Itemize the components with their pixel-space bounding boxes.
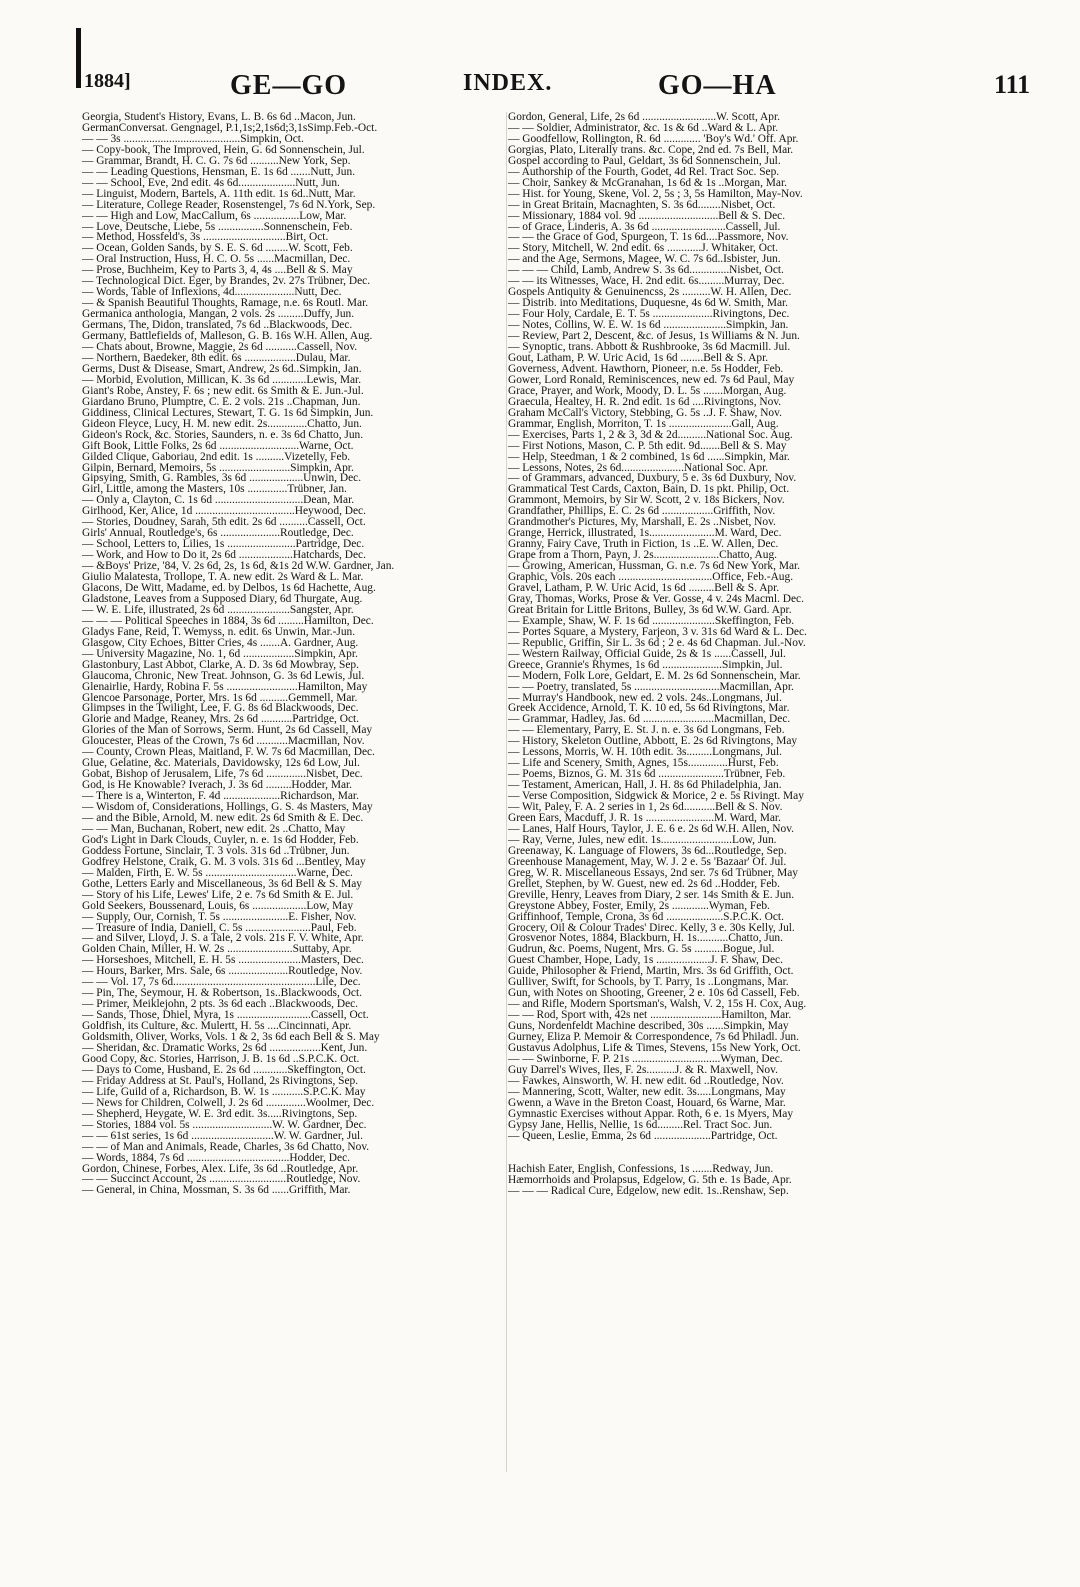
index-entry: — of Grace, Linderis, A. 3s 6d ..........................Cassell, Jul. bbox=[508, 221, 781, 233]
section-gap bbox=[508, 1142, 944, 1164]
index-entry: — Hist. for Young, Skene, Vol. 2, 5s ; 3, 5s Hamilton, May-Nov. bbox=[508, 188, 803, 200]
index-entry: — Help, Steedman, 1 & 2 combined, 1s 6d ......Simpkin, Mar. bbox=[508, 451, 790, 463]
index-entry: Gothe, Letters Early and Miscellaneous, 3s 6d Bell & S. May bbox=[82, 878, 362, 890]
index-entry: — and the Age, Sermons, Magee, W. C. 7s 6d..Isbister, Jun. bbox=[508, 254, 781, 266]
index-entry: — — its Witnesses, Wace, H. 2nd edit. 6s.........Murray, Dec. bbox=[508, 276, 785, 288]
index-entry: Germs, Dust & Disease, Smart, Andrew, 2s 6d..Simpkin, Jan. bbox=[82, 363, 362, 375]
index-entry: — Review, Part 2, Descent, &c. of Jesus, 1s Williams & N. Jun. bbox=[508, 331, 800, 343]
index-entry: Germany, Battlefields of, Malleson, G. B. 16s W.H. Allen, Aug. bbox=[82, 331, 373, 343]
index-entry: Greek Accidence, Arnold, T. K. 10 ed, 5s 6d Rivingtons, Mar. bbox=[508, 703, 790, 715]
index-entry: — — Soldier, Administrator, &c. 1s & 6d ..Ward & L. Apr. bbox=[508, 122, 779, 134]
index-entry: Grellet, Stephen, by W. Guest, new ed. 2s 6d ..Hodder, Feb. bbox=[508, 878, 780, 890]
index-entry: — Grammar, Hadley, Jas. 6d .........................Macmillan, Dec. bbox=[508, 714, 791, 726]
index-entry: Gordon, General, Life, 2s 6d ..........................W. Scott, Apr. bbox=[508, 112, 780, 123]
index-entry: Gilded Clique, Gaboriau, 2nd edit. 1s ..........Vizetelly, Feb. bbox=[82, 451, 351, 463]
index-entry: Gurney, Eliza P. Memoir & Correspondence, 7s 6d Philadl. Jun. bbox=[508, 1032, 799, 1044]
index-entry: Gun, with Notes on Shooting, Greener, 2 e. 10s 6d Cassell, Feb. bbox=[508, 988, 800, 1000]
header-title: INDEX. bbox=[463, 70, 553, 96]
index-entry: — and the Bible, Arnold, M. new edit. 2s 6d Smith & E. Dec. bbox=[82, 813, 364, 824]
index-entry: — Prose, Buchheim, Key to Parts 3, 4, 4s ....Bell & S. May bbox=[82, 265, 353, 277]
index-entry: Georgia, Student's History, Evans, L. B. 6s 6d ..Macon, Jun. bbox=[82, 112, 356, 123]
index-entry: — Murray's Handbook, new ed. 2 vols. 24s..Longmans, Jul. bbox=[508, 692, 782, 704]
index-entry: Graphic, Vols. 20s each .................................Office, Feb.-Aug. bbox=[508, 572, 794, 583]
index-entry: — Four Holy, Cardale, E. T. 5s .....................Rivingtons, Dec. bbox=[508, 309, 790, 321]
index-entry: — Wisdom of, Considerations, Hollings, G. S. 4s Masters, May bbox=[82, 802, 373, 813]
index-entry: — — Succinct Account, 2s ...........................Routledge, Nov. bbox=[82, 1174, 361, 1186]
index-entry: — Ray, Verne, Jules, new edit. 1s.........................Low, Jun. bbox=[508, 834, 777, 846]
index-entry: Gladys Fane, Reid, T. Wemyss, n. edit. 6s Unwin, Mar.-Jun. bbox=[82, 626, 356, 638]
index-entry: Governess, Advent. Hawthorn, Pioneer, n.e. 5s Hodder, Feb. bbox=[508, 363, 784, 375]
index-entry: — — High and Low, MacCallum, 6s ................Low, Mar. bbox=[82, 210, 347, 222]
index-entry: Godfrey Helstone, Craik, G. M. 3 vols. 31s 6d ...Bentley, May bbox=[82, 856, 366, 868]
index-entry: — of Grammars, advanced, Duxbury, 5 e. 3s 6d Duxbury, Nov. bbox=[508, 473, 797, 485]
index-entry: — — 61st series, 1s 6d .............................W. W. Gardner, Jul. bbox=[82, 1130, 364, 1142]
index-entry: — Chats about, Browne, Maggie, 2s 6d ...........Cassell, Nov. bbox=[82, 342, 358, 353]
index-entry: Grammont, Memoirs, by Sir W. Scott, 2 v. 18s Bickers, Nov. bbox=[508, 495, 785, 507]
index-entry: — Sheridan, &c. Dramatic Works, 2s 6d ..................Kent, Jun. bbox=[82, 1043, 368, 1054]
index-entry: Grammatical Test Cards, Caxton, Bain, D. 1s pkt. Philip, Oct. bbox=[508, 484, 790, 496]
index-entry: — — Man, Buchanan, Robert, new edit. 2s ..Chatto, May bbox=[82, 823, 346, 835]
index-entry: — Oral Instruction, Huss, H. C. O. 5s ......Macmillan, Dec. bbox=[82, 254, 351, 266]
index-entry: Graecula, Healtey, H. R. 2nd edit. 1s 6d ....Rivingtons, Nov. bbox=[508, 396, 782, 408]
index-entry: — Work, and How to Do it, 2s 6d ...................Hatchards, Dec. bbox=[82, 550, 366, 562]
index-entry: Graham McCall's Victory, Stebbing, G. 5s ..J. F. Shaw, Nov. bbox=[508, 407, 782, 419]
index-entry: Gymnastic Exercises without Appar. Roth, 6 e. 1s Myers, May bbox=[508, 1108, 794, 1120]
index-entry: — Life and Scenery, Smith, Agnes, 15s..............Hurst, Feb. bbox=[508, 758, 779, 770]
index-entry: — Shepherd, Heygate, W. E. 3rd edit. 3s.....Rivingtons, Sep. bbox=[82, 1108, 358, 1120]
index-entry: — Testament, American, Hall, J. H. 8s 6d Philadelphia, Jan. bbox=[508, 780, 782, 792]
index-entry: Gipsying, Smith, G. Rambles, 3s 6d ...................Unwin, Dec. bbox=[82, 473, 362, 485]
index-entry: — Stories, Doudney, Sarah, 5th edit. 2s 6d ..........Cassell, Oct. bbox=[82, 517, 366, 529]
index-entry: Gustavus Adolphus, Life & Times, Stevens, 15s New York, Oct. bbox=[508, 1043, 801, 1054]
index-entry: Glaucoma, Chronic, New Treat. Johnson, G. 3s 6d Lewis, Jul. bbox=[82, 670, 365, 682]
index-entry: Giardano Bruno, Plumptre, C. E. 2 vols. 21s ..Chapman, Jun. bbox=[82, 396, 361, 408]
index-entry: — Notes, Collins, W. E. W. 1s 6d ......................Simpkin, Jan. bbox=[508, 320, 789, 332]
index-entry: — Horseshoes, Mitchell, E. H. 5s ......................Masters, Dec. bbox=[82, 955, 364, 967]
index-entry: — Words, 1884, 7s 6d ....................................Hodder, Dec. bbox=[82, 1152, 350, 1164]
index-entry: Giant's Robe, Anstey, F. 6s ; new edit. 6s Smith & E. Jun.-Jul. bbox=[82, 385, 364, 397]
index-entry: Goldsmith, Oliver, Works, Vols. 1 & 2, 3s 6d each Bell & S. May bbox=[82, 1032, 380, 1044]
index-entry: Goldfish, its Culture, &c. Mulertt, H. 5s ....Cincinnati, Apr. bbox=[82, 1021, 352, 1033]
index-entry: — & Spanish Beautiful Thoughts, Ramage, n.e. 6s Routl. Mar. bbox=[82, 298, 369, 310]
index-entry: — University Magazine, No. 1, 6d ..................Simpkin, Apr. bbox=[82, 648, 358, 660]
index-entry: Gospel according to Paul, Geldart, 3s 6d Sonnenschein, Jul. bbox=[508, 155, 781, 167]
index-entry: Glories of the Man of Sorrows, Serm. Hunt, 2s 6d Cassell, May bbox=[82, 725, 373, 737]
index-entry: — and Rifle, Modern Sportsman's, Walsh, V. 2, 15s H. Cox, Aug. bbox=[508, 999, 807, 1011]
index-entry: Germanica anthologia, Mangan, 2 vols. 2s .........Duffy, Jun. bbox=[82, 309, 355, 321]
index-entry: — Lanes, Half Hours, Taylor, J. E. 6 e. 2s 6d W.H. Allen, Nov. bbox=[508, 823, 795, 835]
index-entry: — Friday Address at St. Paul's, Holland, 2s Rivingtons, Sep. bbox=[82, 1075, 359, 1087]
index-entry: Gravel, Latham, P. W. Uric Acid, 1s 6d .........Bell & S. Apr. bbox=[508, 582, 780, 594]
index-entry: Guy Darrel's Wives, Iles, F. 2s..........J. & R. Maxwell, Nov. bbox=[508, 1064, 778, 1076]
index-entry: — Grammar, Brandt, H. C. G. 7s 6d ..........New York, Sep. bbox=[82, 155, 351, 167]
index-entry: Gift Book, Little Folks, 2s 6d ............................Warne, Oct. bbox=[82, 440, 354, 452]
index-entry: Grocery, Oil & Colour Trades' Direc. Kelly, 3 e. 30s Kelly, Jul. bbox=[508, 922, 795, 934]
index-entry: Gobat, Bishop of Jerusalem, Life, 7s 6d ..............Nisbet, Dec. bbox=[82, 769, 363, 781]
index-entry: — Primer, Meiklejohn, 2 pts. 3s 6d each ..Blackwoods, Dec. bbox=[82, 999, 359, 1011]
index-entry: Hachish Eater, English, Confessions, 1s .......Redway, Jun. bbox=[508, 1163, 774, 1175]
index-entry: Gloucester, Pleas of the Crown, 7s 6d ...........Macmillan, Nov. bbox=[82, 736, 365, 748]
index-entry: Glencoe Parsonage, Porter, Mrs. 1s 6d ..........Gemmell, Mar. bbox=[82, 692, 358, 704]
index-entry: God, is He Knowable? Iverach, J. 3s 6d .........Hodder, Mar. bbox=[82, 780, 353, 792]
index-column-right bbox=[508, 112, 944, 1472]
index-entry: Green Ears, Macduff, J. R. 1s ........................M. Ward, Mar. bbox=[508, 813, 781, 824]
index-entry: Golden Chain, Miller, H. W. 2s .......................Suttaby, Apr. bbox=[82, 944, 352, 956]
index-entry: Glimpses in the Twilight, Lee, F. G. 8s 6d Blackwoods, Dec. bbox=[82, 703, 359, 715]
index-entry: Grammar, English, Morriton, T. 1s ......................Gall, Aug. bbox=[508, 418, 779, 430]
index-entry: — Method, Hossfeld's, 3s .............................Birt, Oct. bbox=[82, 232, 329, 244]
index-entry: Gypsy Jane, Hellis, Nellie, 1s 6d.........Rel. Tract Soc. Jun. bbox=[508, 1119, 773, 1131]
index-entry: — Distrib. into Meditations, Duquesne, 4s 6d W. Smith, Mar. bbox=[508, 298, 789, 310]
index-entry: — Ocean, Golden Sands, by S. E. S. 6d ........W. Scott, Feb. bbox=[82, 243, 353, 255]
index-entry: — — Elementary, Parry, E. St. J. n. e. 3s 6d Longmans, Feb. bbox=[508, 725, 785, 737]
index-entry: — — — Child, Lamb, Andrew S. 3s 6d..............Nisbet, Oct. bbox=[508, 265, 784, 277]
index-entry: — — the Grace of God, Spurgeon, T. 1s 6d....Passmore, Nov. bbox=[508, 232, 789, 244]
index-entry: GermanConversat. Gengnagel, P.1,1s;2,1s6d;3,1sSimp.Feb.-Oct. bbox=[82, 122, 378, 134]
index-entry: Greece, Grannie's Rhymes, 1s 6d .....................Simpkin, Jul. bbox=[508, 659, 783, 671]
index-entry: — General, in China, Mossman, S. 3s 6d ......Griffith, Mar. bbox=[82, 1185, 351, 1197]
index-entry: — Goodfellow, Rollington, R. 6d ............. 'Boy's Wd.' Off. Apr. bbox=[508, 133, 799, 145]
index-entry: Good Copy, &c. Stories, Harrison, J. B. 1s 6d ..S.P.C.K. Oct. bbox=[82, 1053, 360, 1065]
index-entry: Gold Seekers, Boussenard, Louis, 6s ...................Low, May bbox=[82, 900, 354, 912]
index-entry: — Republic, Griffin, Sir L. 3s 6d ; 2 e. 4s 6d Chapman. Jul.-Nov. bbox=[508, 637, 806, 649]
index-entry: — Stories, 1884 vol. 5s ............................W. W. Gardner, Dec. bbox=[82, 1119, 367, 1131]
index-entry: — Verse Composition, Sidgwick & Morice, 2 e. 5s Rivingt. May bbox=[508, 791, 804, 803]
index-entry: — Missionary, 1884 vol. 9d ............................Bell & S. Dec. bbox=[508, 210, 786, 222]
index-entry: — Malden, Firth, E. W. 5s ................................Warne, Dec. bbox=[82, 867, 353, 879]
index-entry: — — Poetry, translated, 5s ..............................Macmillan, Apr. bbox=[508, 681, 794, 693]
index-entry: — Story of his Life, Lewes' Life, 2 e. 7s 6d Smith & E. Jul. bbox=[82, 889, 354, 901]
index-entry: — News for Children, Colwell, J. 2s 6d ..............Woolmer, Dec. bbox=[82, 1097, 375, 1109]
index-entry: — Authorship of the Fourth, Godet, 4d Rel. Tract Soc. Sep. bbox=[508, 166, 780, 178]
index-entry: — Supply, Our, Cornish, T. 5s .......................E. Fisher, Nov. bbox=[82, 911, 357, 923]
index-entry: — &Boys' Prize, '84, V. 2s 6d, 2s, 1s 6d, &1s 2d W.W. Gardner, Jan. bbox=[82, 561, 395, 573]
index-entry: — in Great Britain, Macnaghten, S. 3s 6d........Nisbet, Oct. bbox=[508, 199, 776, 211]
index-entry: Grandmother's Pictures, My, Marshall, E. 2s ..Nisbet, Nov. bbox=[508, 517, 776, 529]
index-entry: Gordon, Chinese, Forbes, Alex. Life, 3s 6d ..Routledge, Apr. bbox=[82, 1163, 359, 1175]
index-entry: — Pin, The, Seymour, H. & Robertson, 1s..Blackwoods, Oct. bbox=[82, 988, 362, 1000]
index-entry: Glacons, De Witt, Madame, ed. by Delbos, 1s 6d Hachette, Aug. bbox=[82, 582, 376, 594]
index-entry: — There is a, Winterton, F. 4d ....................Richardson, Mar. bbox=[82, 791, 359, 803]
index-entry: — Story, Mitchell, W. 2nd edit. 6s ............J. Whitaker, Oct. bbox=[508, 243, 779, 255]
index-entry: — Lessons, Morris, W. H. 10th edit. 3s.........Longmans, Jul. bbox=[508, 747, 783, 759]
index-entry: — First Notions, Mason, C. P. 5th edit. 9d.......Bell & S. May bbox=[508, 440, 787, 452]
index-entry: Glenairlie, Hardy, Robina F. 5s .........................Hamilton, May bbox=[82, 681, 368, 693]
index-entry: Grange, Herrick, illustrated, 1s.......................M. Ward, Dec. bbox=[508, 528, 782, 540]
index-entry: Greg, W. R. Miscellaneous Essays, 2nd ser. 7s 6d Trübner, May bbox=[508, 867, 798, 879]
index-entry: Gray, Thomas, Works, Prose & Ver. Gosse, 4 v. 24s Macml. Dec. bbox=[508, 593, 804, 605]
index-entry: — and Silver, Lloyd, J. S. a Tale, 2 vols. 21s F. V. White, Apr. bbox=[82, 933, 364, 945]
index-entry: — W. E. Life, illustrated, 2s 6d ......................Sangster, Apr. bbox=[82, 604, 354, 616]
index-entry: Gower, Lord Ronald, Reminiscences, new ed. 7s 6d Paul, May bbox=[508, 374, 795, 386]
index-entry: Guide, Philosopher & Friend, Martin, Mrs. 3s 6d Griffith, Oct. bbox=[508, 966, 794, 978]
index-entry: — — 3s .........................................Simpkin, Oct. bbox=[82, 133, 304, 145]
index-entry: Goddess Fortune, Sinclair, T. 3 vols. 31s 6d ..Trübner, Jun. bbox=[82, 845, 350, 857]
index-entry: Greenaway, K. Language of Flowers, 3s 6d...Routledge, Sep. bbox=[508, 845, 787, 857]
index-entry: — Life, Guild of a, Richardson, B. W. 1s ...........S.P.C.K. May bbox=[82, 1086, 366, 1098]
index-entry: Great Britain for Little Britons, Bulley, 3s 6d W.W. Gard. Apr. bbox=[508, 604, 792, 616]
index-entry: — Copy-book, The Improved, Hein, G. 6d Sonnenschein, Jul. bbox=[82, 144, 365, 156]
index-entry: — Poems, Biznos, G. M. 31s 6d .......................Trübner, Feb. bbox=[508, 769, 786, 781]
index-entry: — Fawkes, Ainsworth, W. H. new edit. 6d ..Routledge, Nov. bbox=[508, 1075, 784, 1087]
index-entry: — Literature, College Reader, Rosenstengel, 7s 6d N.York, Sep. bbox=[82, 199, 376, 211]
index-entry: Giulio Malatesta, Trollope, T. A. new edit. 2s Ward & L. Mar. bbox=[82, 572, 364, 583]
index-entry: Girl, Little, among the Masters, 10s ..............Trübner, Jan. bbox=[82, 484, 347, 496]
index-entry: — Example, Shaw, W. F. 1s 6d ......................Skeffington, Feb. bbox=[508, 615, 795, 627]
index-entry: — — — Radical Cure, Edgelow, new edit. 1s..Renshaw, Sep. bbox=[508, 1185, 789, 1197]
index-entry: Gilpin, Bernard, Memoirs, 5s .........................Simpkin, Apr. bbox=[82, 462, 354, 474]
index-entry: — Morbid, Evolution, Millican, K. 3s 6d ............Lewis, Mar. bbox=[82, 374, 362, 386]
header-year: 1884] bbox=[84, 70, 131, 92]
index-entry: — Love, Deutsche, Liebe, 5s ................Sonnenschein, Feb. bbox=[82, 221, 353, 233]
header-right-range: GO—HA bbox=[658, 70, 777, 101]
index-entry: — Synoptic, trans. Abbott & Rushbrooke, 3s 6d Macmill. Jul. bbox=[508, 342, 791, 353]
index-entry: — Only a, Clayton, C. 1s 6d ...............................Dean, Mar. bbox=[82, 495, 355, 507]
index-entry: — — Rod, Sport with, 42s net .........................Hamilton, Mar. bbox=[508, 1010, 792, 1022]
page-header bbox=[80, 70, 1040, 110]
index-entry: — School, Letters to, Lilies, 1s ........................Partridge, Dec. bbox=[82, 539, 365, 551]
index-entry: — Days to Come, Husband, E. 2s 6d ............Skeffington, Oct. bbox=[82, 1064, 366, 1076]
index-entry: — Modern, Folk Lore, Geldart, E. M. 2s 6d Sonnenschein, Mar. bbox=[508, 670, 801, 682]
index-entry: Glorie and Madge, Reaney, Mrs. 2s 6d ...........Partridge, Oct. bbox=[82, 714, 360, 726]
index-entry: Gorgias, Plato, Literally trans. &c. Cope, 2nd ed. 7s Bell, Mar. bbox=[508, 144, 794, 156]
header-left-range: GE—GO bbox=[230, 70, 348, 101]
index-entry: Glue, Gelatine, &c. Materials, Davidowsky, 12s 6d Low, Jul. bbox=[82, 758, 360, 770]
index-entry: Griffinhoof, Temple, Crona, 3s 6d ....................S.P.C.K. Oct. bbox=[508, 911, 784, 923]
index-entry: Glastonbury, Last Abbot, Clarke, A. D. 3s 6d Mowbray, Sep. bbox=[82, 659, 359, 671]
index-entry: Gulliver, Swift, for Schools, by T. Parry, 1s ..Longmans, Mar. bbox=[508, 977, 789, 989]
index-entry: Grape from a Thorn, Payn, J. 2s.......................Chatto, Aug. bbox=[508, 550, 778, 562]
index-entry: — Sands, Those, Dhiel, Myra, 1s ..........................Cassell, Oct. bbox=[82, 1010, 369, 1022]
index-entry: Grace, Prayer, and Work, Moody, D. L. 5s .......Morgan, Aug. bbox=[508, 385, 787, 397]
index-entry: — Northern, Baedeker, 8th edit. 6s ..................Dulau, Mar. bbox=[82, 352, 351, 364]
index-entry: — — Vol. 17, 7s 6d..................................................Lile, Dec. bbox=[82, 977, 361, 989]
index-entry: — Western Railway, Official Guide, 2s & 1s ......Cassell, Jul. bbox=[508, 648, 786, 660]
index-entry: Germans, The, Didon, translated, 7s 6d ..Blackwoods, Dec. bbox=[82, 320, 353, 332]
index-entry: — History, Skeleton Outline, Abbott, E. 2s 6d Rivingtons, May bbox=[508, 736, 798, 748]
index-entry: — Technological Dict. Eger, by Brandes, 2v. 27s Trübner, Dec. bbox=[82, 276, 371, 288]
index-entry: — Portes Square, a Mystery, Farjeon, 3 v. 31s 6d Ward & L. Dec. bbox=[508, 626, 807, 638]
index-entry: — — of Man and Animals, Reade, Charles, 3s 6d Chatto, Nov. bbox=[82, 1141, 370, 1153]
index-entry: — Wit, Paley, F. A. 2 series in 1, 2s 6d...........Bell & S. Nov. bbox=[508, 802, 783, 813]
index-entry: Gideon Fleyce, Lucy, H. M. new edit. 2s..............Chatto, Jun. bbox=[82, 418, 362, 430]
index-entry: Girlhood, Ker, Alice, 1d ...................................Heywood, Dec. bbox=[82, 506, 366, 518]
index-entry: Greenhouse Management, May, W. J. 2 e. 5s 'Bazaar' Of. Jul. bbox=[508, 856, 787, 868]
index-column-left bbox=[82, 112, 500, 1472]
index-entry: — Linguist, Modern, Bartels, A. 11th edit. 1s 6d..Nutt, Mar. bbox=[82, 188, 356, 200]
index-entry: — Growing, American, Hussman, G. n.e. 7s 6d New York, Mar. bbox=[508, 561, 801, 573]
index-entry: — County, Crown Pleas, Maitland, F. W. 7s 6d Macmillan, Dec. bbox=[82, 747, 375, 759]
index-entry: Guns, Nordenfeldt Machine described, 30s ......Simpkin, May bbox=[508, 1021, 789, 1033]
index-entry: Gladstone, Leaves from a Supposed Diary, 6d Thurgate, Aug. bbox=[82, 593, 363, 605]
index-entry: Glasgow, City Echoes, Bitter Cries, 4s .......A. Gardner, Aug. bbox=[82, 637, 359, 649]
index-entry: — Choir, Sankey & McGranahan, 1s 6d & 1s ..Morgan, Mar. bbox=[508, 177, 788, 189]
index-entry: Guest Chamber, Hope, Lady, 1s ...................J. F. Shaw, Dec. bbox=[508, 955, 783, 967]
index-entry: — Words, Table of Inflexions, 4d.....................Nutt, Dec. bbox=[82, 287, 342, 299]
index-entry: — — Leading Questions, Hensman, E. 1s 6d .......Nutt, Jun. bbox=[82, 166, 356, 178]
index-entry: — Exercises, Parts 1, 2 & 3, 3d & 2d..........National Soc. Aug. bbox=[508, 429, 793, 441]
index-entry: Girls' Annual, Routledge's, 6s .....................Routledge, Dec. bbox=[82, 528, 354, 540]
index-entry: — — Swinborne, F. P. 21s ...............................Wyman, Dec. bbox=[508, 1053, 783, 1065]
index-entry: Gudrun, &c. Poems, Nugent, Mrs. G. 5s ..........Bogue, Jul. bbox=[508, 944, 775, 956]
index-entry: — Lessons, Notes, 2s 6d......................National Soc. Apr. bbox=[508, 462, 769, 474]
index-entry: Granny, Fairy Cave, Truth in Fiction, 1s ..E. W. Allen, Dec. bbox=[508, 539, 779, 551]
index-entry: — — School, Eve, 2nd edit. 4s 6d....................Nutt, Jun. bbox=[82, 177, 340, 189]
index-entry: Hæmorrhoids and Prolapsus, Edgelow, G. 5th e. 1s Bade, Apr. bbox=[508, 1174, 792, 1186]
index-entry: — Queen, Leslie, Emma, 2s 6d ....................Partridge, Oct. bbox=[508, 1130, 778, 1142]
index-entry: Grandfather, Phillips, E. C. 2s 6d ..................Griffith, Nov. bbox=[508, 506, 776, 518]
index-entry: Gout, Latham, P. W. Uric Acid, 1s 6d ........Bell & S. Apr. bbox=[508, 352, 769, 364]
index-entry: Gideon's Rock, &c. Stories, Saunders, n. e. 3s 6d Chatto, Jun. bbox=[82, 429, 364, 441]
index-entry: — Hours, Barker, Mrs. Sale, 6s .....................Routledge, Nov. bbox=[82, 966, 363, 978]
index-entry: God's Light in Dark Clouds, Cuyler, n. e. 1s 6d Hodder, Feb. bbox=[82, 834, 359, 846]
index-entry: — Treasure of India, Daniell, C. 5s .......................Paul, Feb. bbox=[82, 922, 357, 934]
index-entry: Gospels Antiquity & Genuinencss, 2s ..........W. H. Allen, Dec. bbox=[508, 287, 792, 299]
index-entry: Gwenn, a Wave in the Breton Coast, Houard, 6s Warne, Mar. bbox=[508, 1097, 786, 1109]
index-entry: Giddiness, Clinical Lectures, Stewart, T. G. 1s 6d Simpkin, Jun. bbox=[82, 407, 374, 419]
index-entry: — Mannering, Scott, Walter, new edit. 3s.....Longmans, May bbox=[508, 1086, 786, 1098]
index-entry: — — — Political Speeches in 1884, 3s 6d .........Hamilton, Dec. bbox=[82, 615, 374, 627]
index-entry: Greystone Abbey, Foster, Emily, 2s .............Wyman, Feb. bbox=[508, 900, 770, 912]
column-divider bbox=[506, 112, 507, 1472]
index-entry: Grosvenor Notes, 1884, Blackburn, H. 1s...........Chatto, Jun. bbox=[508, 933, 783, 945]
page-number: 111 bbox=[994, 70, 1031, 99]
index-entry: Greville, Henry, Leaves from Diary, 2 ser. 14s Smith & E. Jun. bbox=[508, 889, 795, 901]
